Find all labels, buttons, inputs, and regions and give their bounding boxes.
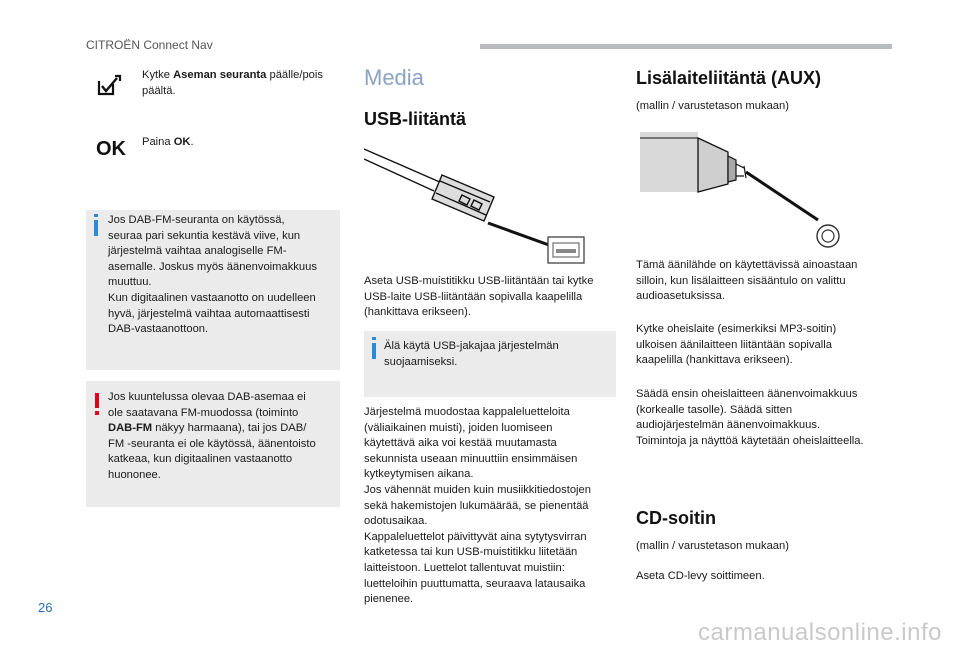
info-note-text: Jos DAB-FM-seuranta on käytössä, seuraa pari sekuntia kestävä viive, kun järjestelmä vaihtaa analogiselle FM- asemalle. Joskus myös äänenvoimakkuus muuttuu. Kun digitaalinen vastaanotto on uudelleen hyvä, järjestelmä vaihtaa automaattisesti DAB-vastaanottoon. <box>108 214 317 336</box>
section-title: Media <box>364 65 424 90</box>
usb-paragraph-1: Aseta USB-muistitikku USB-liitäntään tai kytke USB-laite USB-liitäntään sopivalla kaapelilla (hankittava erikseen). <box>364 275 594 319</box>
warning-note-box <box>86 381 340 507</box>
ok-text: Paina OK. <box>142 136 194 148</box>
header-title: CITROËN Connect Nav <box>86 38 213 52</box>
cd-subtitle: (mallin / varustetason mukaan) <box>636 540 789 552</box>
station-tracking-row <box>96 68 346 108</box>
checkbox-arrow-icon <box>96 72 124 98</box>
usb-plug-icon <box>364 145 594 265</box>
header-bar <box>480 44 892 49</box>
info-bar-icon <box>94 220 98 236</box>
watermark: carmanualsonline.info <box>698 619 942 647</box>
aux-paragraph-3: Säädä ensin oheislaitteen äänenvoimakkuus (korkealle tasolle). Säädä sitten audiojärjestelmän äänenvoimakkuus. Toimintoja ja näyttöä käytetään oheislaitteella. <box>636 388 864 447</box>
usb-paragraph-2: Järjestelmä muodostaa kappaleluetteloita (väliaikainen muisti), joiden luomiseen käytettävä aika voi kestää muutamasta sekunnista useaan minuuttiin ensimmäisen kytkeytymisen aikana. Jos vähennät muiden kuin musiikkitiedostojen sekä hakemistojen lukumäärää, se pienentää odotusaikaa. Kappaleluettelot päivittyvät aina sytytysvirran katketessa tai kun USB-muistitikku liitetään laitteistoon. Luettelot tallentuvat muistiin: luetteloihin puuttumatta, seuraava latausaika pienenee. <box>364 406 591 606</box>
info-note-box <box>86 210 340 370</box>
cd-heading: CD-soitin <box>636 508 716 528</box>
ok-row <box>96 134 346 164</box>
info-bar-icon <box>372 343 376 359</box>
aux-paragraph-1: Tämä äänilähde on käytettävissä ainoastaan silloin, kun lisälaitteen sisääntulo on valittu audioasetuksissa. <box>636 259 858 303</box>
page-number: 26 <box>38 600 53 615</box>
usb-note-text: Älä käytä USB-jakajaa järjestelmän suojaamiseksi. <box>384 340 559 368</box>
aux-subtitle: (mallin / varustetason mukaan) <box>636 100 789 112</box>
aux-heading: Lisälaiteliitäntä (AUX) <box>636 68 822 88</box>
info-bar-icon-stem <box>94 214 98 217</box>
usb-heading: USB-liitäntä <box>364 109 467 129</box>
usb-note-box <box>364 331 616 397</box>
cd-paragraph: Aseta CD-levy soittimeen. <box>636 570 765 582</box>
ok-icon: OK <box>96 138 126 160</box>
aux-paragraph-2: Kytke oheislaite (esimerkiksi MP3-soitin) ulkoisen äänilaitteen liitäntään sopivalla kaapelilla (hankittava erikseen). <box>636 323 837 367</box>
warning-note-text: Jos kuuntelussa olevaa DAB-asemaa ei ole saatavana FM-muodossa (toiminto DAB-FM näkyy harmaana), tai jos DAB/ FM -seuranta ei ole käytössä, äänentoisto katkeaa, kun digitaalinen vastaanotto huononee. <box>108 391 316 481</box>
warning-exclamation-icon <box>92 393 102 417</box>
station-tracking-text: Kytke Aseman seuranta päälle/pois päältä. <box>142 69 323 97</box>
aux-jack-icon <box>640 132 860 252</box>
info-bar-icon-stem <box>372 337 376 340</box>
